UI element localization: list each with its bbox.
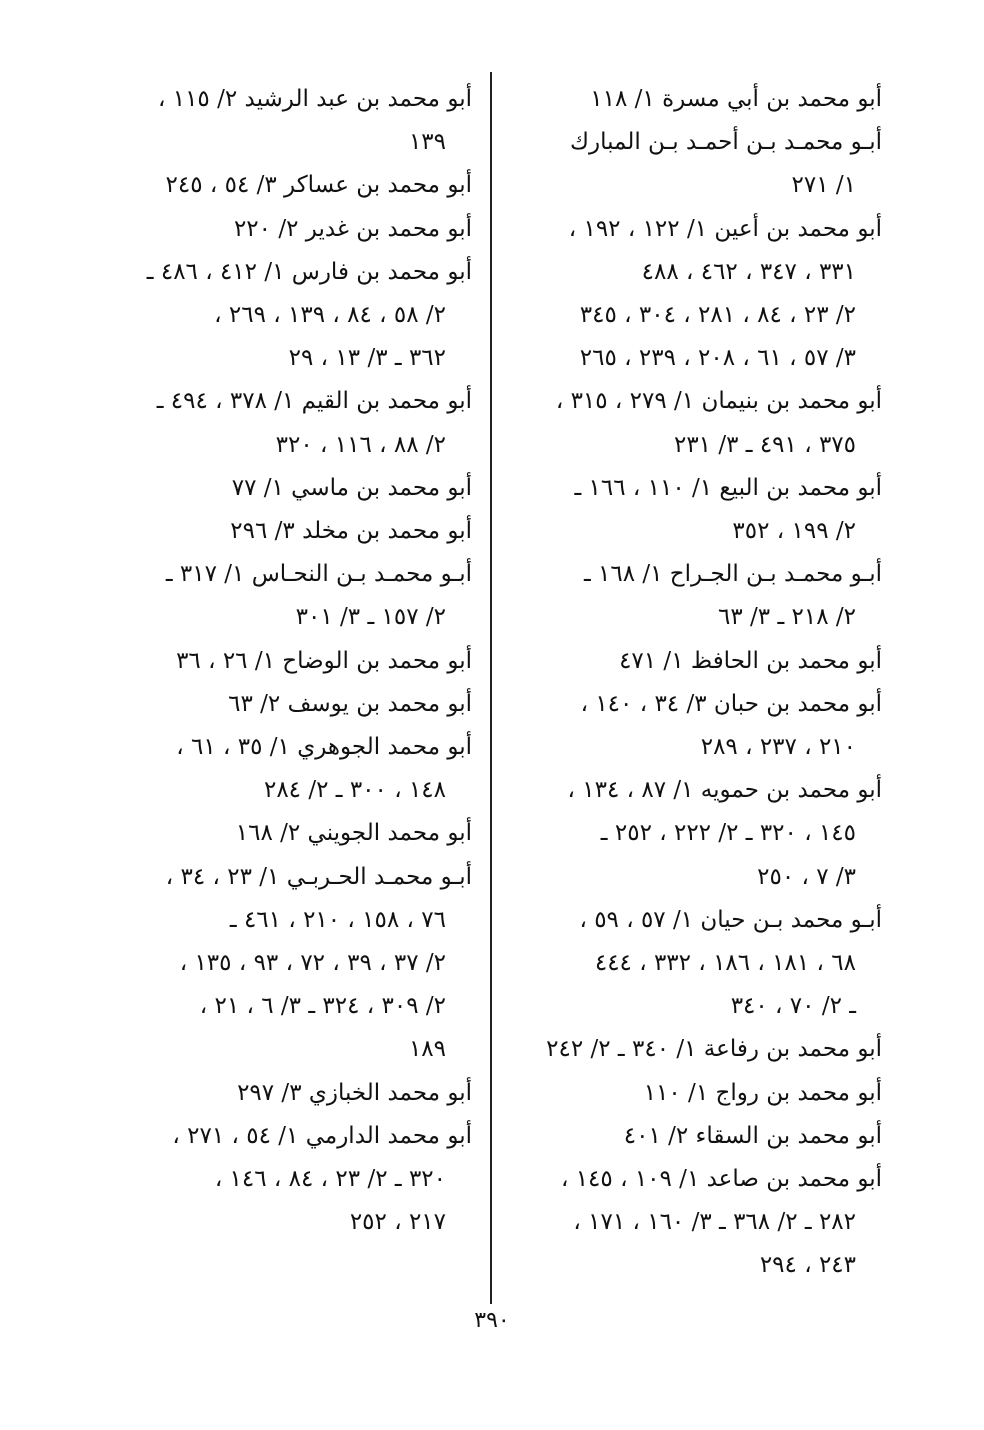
- entry-heading-line: أبو محمد بن فارس ١/ ٤١٢ ، ٤٨٦ ـ: [146, 258, 472, 285]
- index-entry: [100, 251, 472, 381]
- index-entry: [100, 1115, 472, 1245]
- entry-heading-line: أبو محمد بن أعين ١/ ١٢٢ ، ١٩٢ ،: [568, 215, 882, 242]
- column-divider: [490, 72, 492, 1304]
- index-entry: [520, 1115, 882, 1158]
- entry-heading-line: أبـو محمـد الحـربـي ١/ ٢٣ ، ٣٤ ،: [165, 863, 472, 890]
- index-entry: [100, 208, 472, 251]
- index-entry: [100, 467, 472, 510]
- entry-continuation-line: ٣٣١ ، ٣٤٧ ، ٤٦٢ ، ٤٨٨: [641, 258, 856, 285]
- entry-heading-line: أبو محمد بن عساكر ٣/ ٥٤ ، ٢٤٥: [165, 172, 472, 199]
- entry-heading-line: أبـو محمـد بـن النحـاس ١/ ٣١٧ ـ: [165, 561, 472, 588]
- index-entry: [520, 1028, 882, 1071]
- entry-continuation-line: ٢٤٣ ، ٢٩٤: [759, 1252, 856, 1279]
- index-entry: [100, 510, 472, 553]
- entry-heading-line: أبـو محمـد بـن أحمـد بـن المبارك: [570, 129, 882, 156]
- entry-heading-line: أبو محمد بن القيم ١/ ٣٧٨ ، ٤٩٤ ـ: [156, 388, 472, 415]
- entry-continuation-line: ١٨٩: [408, 1036, 446, 1063]
- entry-continuation-line: ٢٨٢ ـ ٢/ ٣٦٨ ـ ٣/ ١٦٠ ، ١٧١ ،: [573, 1209, 856, 1236]
- index-entry: [100, 164, 472, 207]
- entry-continuation-line: ٢١٠ ، ٢٣٧ ، ٢٨٩: [700, 734, 856, 761]
- index-column-left: [100, 78, 472, 1244]
- entry-heading-line: أبو محمد بن السقاء ٢/ ٤٠١: [623, 1122, 882, 1149]
- index-entry: [100, 683, 472, 726]
- index-entry: [520, 208, 882, 381]
- entry-continuation-line: ١/ ٢٧١: [791, 172, 856, 199]
- index-entry: [100, 812, 472, 855]
- entry-heading-line: أبو محمد الجويني ٢/ ١٦٨: [235, 820, 472, 847]
- entry-continuation-line: ٢/ ٢٣ ، ٨٤ ، ٢٨١ ، ٣٠٤ ، ٣٤٥: [579, 302, 856, 329]
- index-entry: [520, 683, 882, 769]
- entry-continuation-line: ٣٢٠ ـ ٢/ ٢٣ ، ٨٤ ، ١٤٦ ،: [214, 1166, 446, 1193]
- entry-heading-line: أبو محمد الجوهري ١/ ٣٥ ، ٦١ ،: [176, 734, 472, 761]
- entry-continuation-line: ١٤٥ ، ٣٢٠ ـ ٢/ ٢٢٢ ، ٢٥٢ ـ: [600, 820, 856, 847]
- entry-continuation-line: ٢/ ١٩٩ ، ٣٥٢: [732, 518, 856, 545]
- entry-continuation-line: ـ ٢/ ٧٠ ، ٣٤٠: [730, 993, 856, 1020]
- index-column-right: [520, 78, 882, 1288]
- entry-continuation-line: ٣/ ٧ ، ٢٥٠: [757, 863, 856, 890]
- entry-continuation-line: ٦٨ ، ١٨١ ، ١٨٦ ، ٣٣٢ ، ٤٤٤: [594, 950, 856, 977]
- entry-continuation-line: ٣/ ٥٧ ، ٦١ ، ٢٠٨ ، ٢٣٩ ، ٢٦٥: [579, 345, 856, 372]
- entry-heading-line: أبـو محمد بـن حيان ١/ ٥٧ ، ٥٩ ،: [579, 906, 882, 933]
- index-entry: [100, 640, 472, 683]
- index-entry: [520, 553, 882, 639]
- page-number: ٣٩٠: [474, 1308, 510, 1333]
- index-entry: [520, 1072, 882, 1115]
- entry-heading-line: أبو محمد بن صاعد ١/ ١٠٩ ، ١٤٥ ،: [560, 1166, 882, 1193]
- index-entry: [520, 899, 882, 1029]
- entry-heading-line: أبـو محمـد بـن الجـراح ١/ ١٦٨ ـ: [583, 561, 882, 588]
- entry-heading-line: أبو محمد بن حبان ٣/ ٣٤ ، ١٤٠ ،: [580, 690, 882, 717]
- entry-heading-line: أبو محمد بن يوسف ٢/ ٦٣: [228, 690, 472, 717]
- entry-continuation-line: ٢/ ٥٨ ، ٨٤ ، ١٣٩ ، ٢٦٩ ،: [214, 302, 446, 329]
- entry-heading-line: أبو محمد بن البيع ١/ ١١٠ ، ١٦٦ ـ: [574, 474, 882, 501]
- index-entry: [520, 121, 882, 207]
- entry-heading-line: أبو محمد بن غدير ٢/ ٢٢٠: [233, 215, 472, 242]
- index-entry: [100, 380, 472, 466]
- entry-continuation-line: ٢/ ٢١٨ ـ ٣/ ٦٣: [718, 604, 856, 631]
- index-entry: [520, 640, 882, 683]
- index-entry: [520, 1158, 882, 1288]
- entry-heading-line: أبو محمد بن عبد الرشيد ٢/ ١١٥ ،: [157, 86, 472, 112]
- entry-heading-line: أبو محمد بن أبي مسرة ١/ ١١٨: [590, 86, 882, 112]
- index-entry: [100, 1072, 472, 1115]
- entry-continuation-line: ٢/ ١٥٧ ـ ٣/ ٣٠١: [295, 604, 446, 631]
- index-entry: [100, 553, 472, 639]
- entry-heading-line: أبو محمد بن رواج ١/ ١١٠: [643, 1079, 882, 1106]
- entry-heading-line: أبو محمد بن مخلد ٣/ ٢٩٦: [230, 518, 472, 545]
- entry-heading-line: أبو محمد بن ماسي ١/ ٧٧: [231, 474, 472, 501]
- entry-heading-line: أبو محمد بن الوضاح ١/ ٢٦ ، ٣٦: [176, 647, 472, 674]
- entry-heading-line: أبو محمد الدارمي ١/ ٥٤ ، ٢٧١ ،: [172, 1122, 472, 1149]
- entry-continuation-line: ٢/ ٣٠٩ ، ٣٢٤ ـ ٣/ ٦ ، ٢١ ،: [199, 993, 446, 1020]
- entry-continuation-line: ١٤٨ ، ٣٠٠ ـ ٢/ ٢٨٤: [263, 777, 446, 804]
- index-entry: [100, 78, 472, 164]
- entry-continuation-line: ٣٧٥ ، ٤٩١ ـ ٣/ ٢٣١: [673, 431, 856, 458]
- entry-heading-line: أبو محمد بن الحافظ ١/ ٤٧١: [619, 647, 882, 674]
- entry-heading-line: أبو محمد بن حمويه ١/ ٨٧ ، ١٣٤ ،: [567, 777, 882, 804]
- entry-continuation-line: ١٣٩: [408, 129, 446, 156]
- index-entry: [520, 78, 882, 121]
- entry-continuation-line: ٣٦٢ ـ ٣/ ١٣ ، ٢٩: [288, 345, 446, 372]
- index-entry: [100, 856, 472, 1072]
- entry-continuation-line: ٢/ ٣٧ ، ٣٩ ، ٧٢ ، ٩٣ ، ١٣٥ ،: [179, 950, 446, 977]
- index-entry: [520, 380, 882, 466]
- index-entry: [520, 467, 882, 553]
- entry-heading-line: أبو محمد بن بنيمان ١/ ٢٧٩ ، ٣١٥ ،: [555, 388, 882, 415]
- entry-continuation-line: ٢١٧ ، ٢٥٢: [349, 1209, 446, 1236]
- entry-continuation-line: ٢/ ٨٨ ، ١١٦ ، ٣٢٠: [275, 431, 446, 458]
- entry-continuation-line: ٧٦ ، ١٥٨ ، ٢١٠ ، ٤٦١ ـ: [229, 906, 446, 933]
- entry-heading-line: أبو محمد بن رفاعة ١/ ٣٤٠ ـ ٢/ ٢٤٢: [546, 1036, 882, 1063]
- index-entry: [100, 726, 472, 812]
- entry-heading-line: أبو محمد الخبازي ٣/ ٢٩٧: [237, 1079, 472, 1106]
- index-entry: [520, 769, 882, 899]
